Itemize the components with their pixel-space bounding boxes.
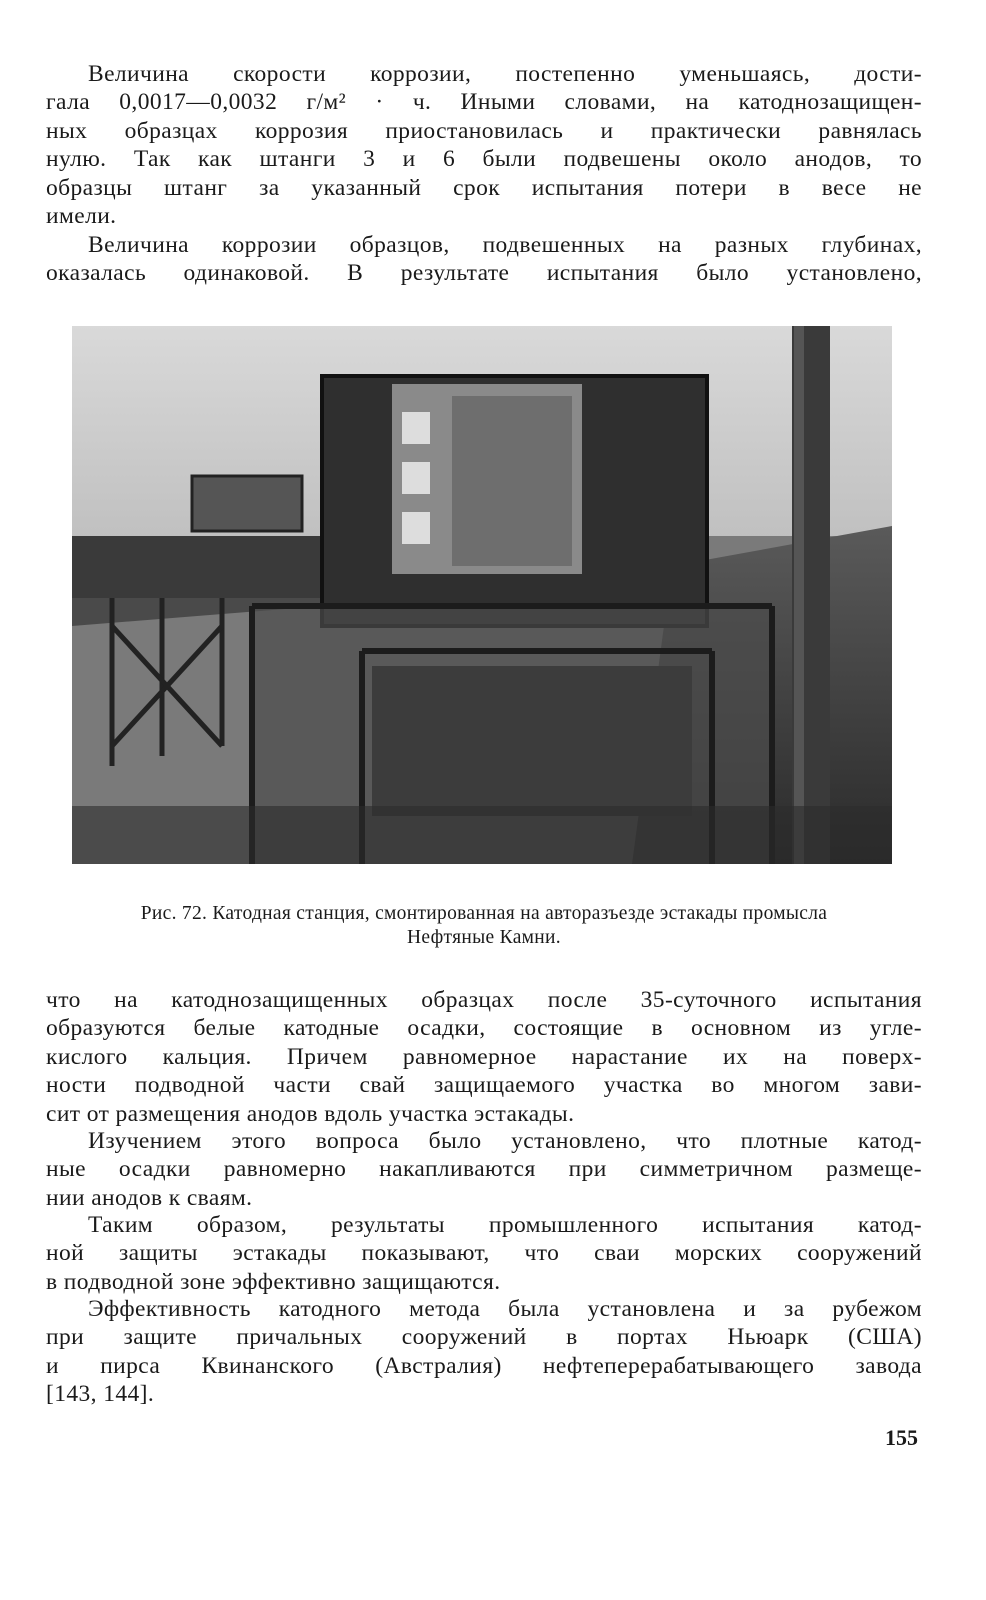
text-line: сит от размещения анодов вдоль участка эстакады. xyxy=(46,1100,575,1127)
text-line: ности подводной части свай защищаемого участка во многом зави- xyxy=(46,1072,922,1099)
text-line: образцы штанг за указанный срок испытания потери в весе не xyxy=(46,174,922,201)
text-line: в подводной зоне эффективно защищаются. xyxy=(46,1268,501,1295)
text-line: кислого кальция. Причем равномерное нарастание их на поверх- xyxy=(46,1043,922,1070)
text-line: имели. xyxy=(46,203,117,230)
text-line: ные осадки равномерно накапливаются при симметричном размеще- xyxy=(46,1156,922,1183)
text-line: нулю. Так как штанги 3 и 6 были подвешены около анодов, то xyxy=(46,146,922,173)
cathodic-station-photo xyxy=(72,326,892,864)
text-line: Изучением этого вопроса было установлено, что плотные катод- xyxy=(88,1128,922,1154)
text-line: при защите причальных сооружений в портах Ньюарк (США) xyxy=(46,1324,922,1351)
text-line: образуются белые катодные осадки, состоящие в основном из угле- xyxy=(46,1015,922,1042)
text-line: ной защиты эстакады показывают, что сваи морских сооружений xyxy=(46,1240,922,1267)
paragraph-results xyxy=(46,1211,922,1296)
paragraph-corrosion-depth xyxy=(46,231,922,288)
paragraph-abroad xyxy=(46,1295,922,1409)
page-number: 155 xyxy=(885,1425,918,1450)
text-line: и пирса Квинанского (Австралия) нефтеперерабатывающего завода xyxy=(46,1352,922,1379)
text-line: Величина скорости коррозии, постепенно уменьшаясь, дости- xyxy=(88,61,922,87)
paragraph-corrosion-rate xyxy=(46,60,922,230)
text-line: что на катоднозащищенных образцах после 35-суточного испытания xyxy=(46,987,922,1013)
text-line: гала 0,0017—0,0032 г/м² · ч. Иными словами, на катоднозащищен- xyxy=(46,89,922,116)
text-line: Таким образом, результаты промышленного испытания катод- xyxy=(88,1212,922,1238)
text-line: Величина коррозии образцов, подвешенных на разных глубинах, xyxy=(88,232,922,258)
text-line: [143, 144]. xyxy=(46,1381,155,1408)
caption-line: Рис. 72. Катодная станция, смонтированная на авторазъезде эстакады промысла xyxy=(140,903,828,924)
text-line: оказалась одинаковой. В результате испытания было установлено, xyxy=(46,260,922,287)
caption-line: Нефтяные Камни. xyxy=(407,927,561,948)
text-line: нии анодов к сваям. xyxy=(46,1184,253,1211)
figure-caption xyxy=(46,902,922,950)
photo-illustration xyxy=(72,326,892,864)
text-line: ных образцах коррозия приостановилась и практически равнялась xyxy=(46,117,922,144)
text-line: Эффективность катодного метода была установлена и за рубежом xyxy=(88,1296,922,1322)
paragraph-anode-placement xyxy=(46,1127,922,1212)
paragraph-cathodic-deposits xyxy=(46,986,922,1128)
